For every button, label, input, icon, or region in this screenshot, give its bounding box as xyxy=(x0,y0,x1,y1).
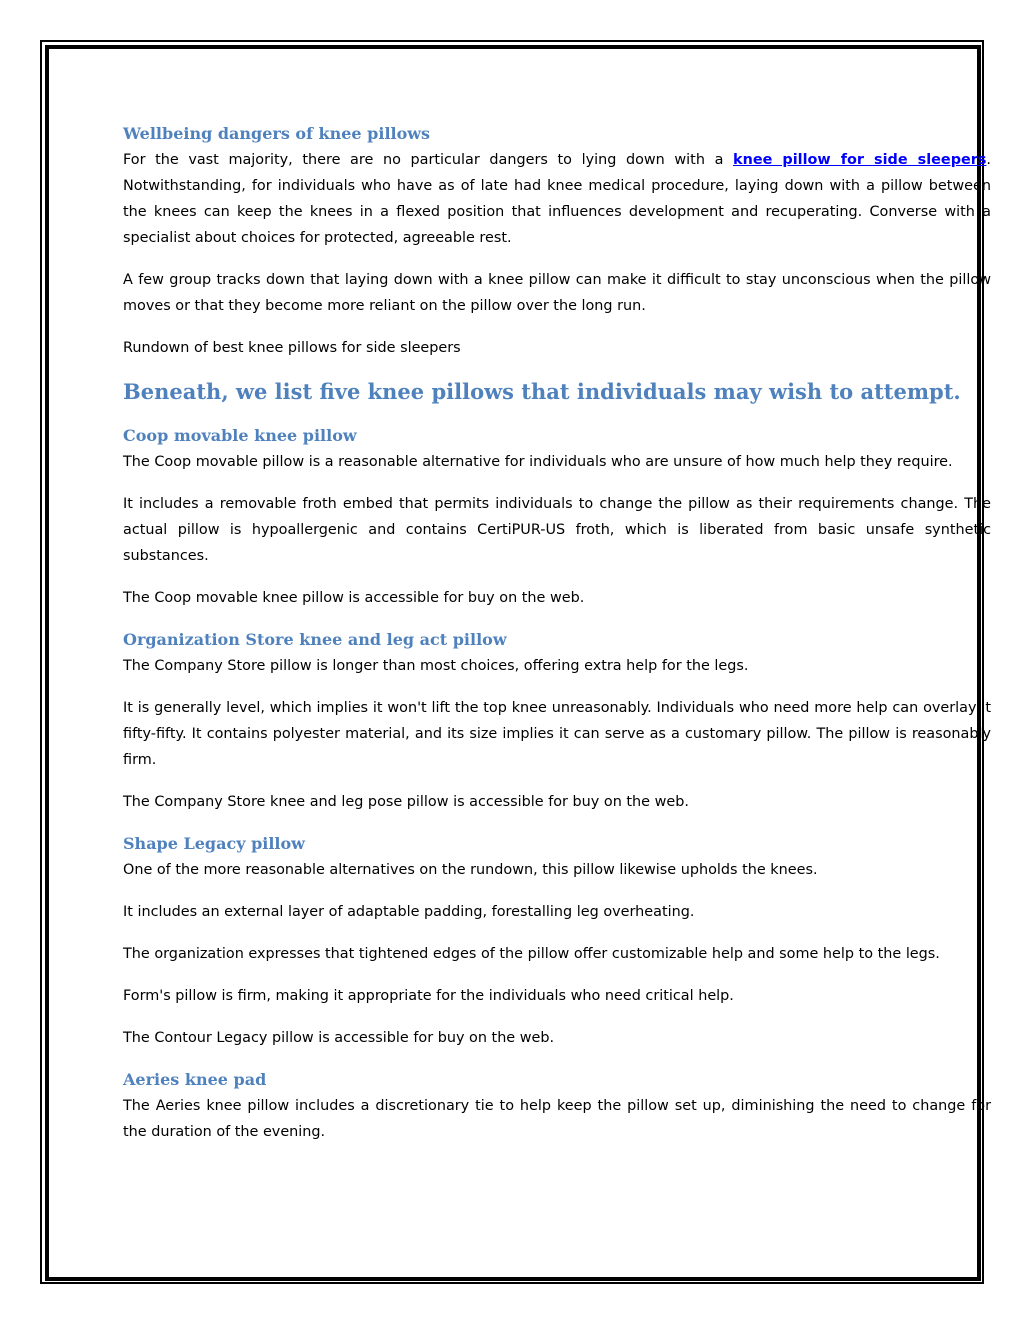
organization-paragraph-2: It is generally level, which implies it won't lift the top knee unreasonably. Individuals who need more help can overlay it fifty-fifty. It contains polyester material, and its size implies it can serve as a customary pillow. The pillow is reasonably firm. xyxy=(123,700,991,768)
shape-paragraph-3: The organization expresses that tightened edges of the pillow offer customizable help and some help to the legs. xyxy=(123,946,940,962)
page-border-inner xyxy=(45,45,991,1281)
p1-text-before: For the vast majority, there are no particular dangers to lying down with a xyxy=(123,152,734,168)
coop-paragraph-3: The Coop movable knee pillow is accessible for buy on the web. xyxy=(123,590,585,606)
organization-paragraph-1: The Company Store pillow is longer than most choices, offering extra help for the legs. xyxy=(123,658,749,674)
shape-paragraph-5: The Contour Legacy pillow is accessible for buy on the web. xyxy=(123,1030,555,1046)
wellbeing-paragraph-2: A few group tracks down that laying down with a knee pillow can make it difficult to stay unconscious when the pillow moves or that they become more reliant on the pillow over the long run. xyxy=(123,272,991,314)
aeries-heading: Aeries knee pad xyxy=(123,1070,267,1089)
shape-paragraph-1: One of the more reasonable alternatives on the rundown, this pillow likewise upholds the knees. xyxy=(123,862,818,878)
wellbeing-paragraph-1 xyxy=(123,147,991,251)
aeries-paragraph-1: The Aeries knee pillow includes a discretionary tie to help keep the pillow set up, diminishing the need to change for the duration of the evening. xyxy=(123,1098,991,1140)
knee-pillow-link[interactable]: knee pillow for side sleepers xyxy=(733,152,987,168)
coop-heading: Coop movable knee pillow xyxy=(123,426,357,445)
wellbeing-heading: Wellbeing dangers of knee pillows xyxy=(123,124,431,143)
rundown-line: Rundown of best knee pillows for side sleepers xyxy=(123,340,461,356)
coop-paragraph-2: It includes a removable froth embed that permits individuals to change the pillow as their requirements change. The actual pillow is hypoallergenic and contains CertiPUR-US froth, which is liberated from basic unsafe synthetic substances. xyxy=(123,496,991,564)
shape-heading: Shape Legacy pillow xyxy=(123,834,305,853)
shape-paragraph-4: Form's pillow is firm, making it appropriate for the individuals who need critical help. xyxy=(123,988,734,1004)
shape-paragraph-2: It includes an external layer of adaptable padding, forestalling leg overheating. xyxy=(123,904,695,920)
coop-paragraph-1: The Coop movable pillow is a reasonable alternative for individuals who are unsure of how much help they require. xyxy=(123,454,953,470)
p1-text-after: . Notwithstanding, for individuals who have as of late had knee medical procedure, laying down with a pillow between the knees can keep the knees in a flexed position that influences development and recuperating. Converse with a specialist about choices for protected, agreeable rest. xyxy=(123,152,991,246)
list-heading: Beneath, we list five knee pillows that individuals may wish to attempt. xyxy=(123,379,961,404)
document-body xyxy=(123,121,991,1161)
organization-heading: Organization Store knee and leg act pillow xyxy=(123,630,507,649)
organization-paragraph-3: The Company Store knee and leg pose pillow is accessible for buy on the web. xyxy=(123,794,689,810)
